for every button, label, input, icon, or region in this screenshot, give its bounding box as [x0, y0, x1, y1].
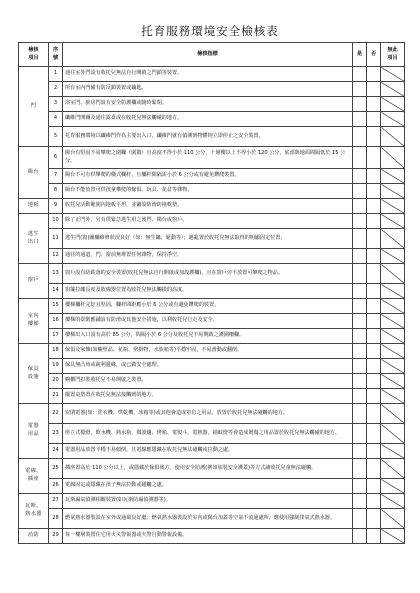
indicator-text: 通往的通道、門、窗前無堆置任何雜物，保持淨空。 — [63, 249, 353, 264]
table-row — [19, 199, 405, 214]
category-cell: 瓦斯、 熱水器 — [19, 494, 49, 529]
no-checkbox-cell[interactable] — [367, 459, 381, 479]
indicator-text: 電線固定或隱藏在孩子無法拉動或碰觸之處。 — [63, 479, 353, 494]
yes-checkbox-cell[interactable] — [353, 199, 367, 214]
yes-checkbox-cell[interactable] — [353, 214, 367, 229]
item-number: 15 — [49, 299, 63, 314]
not-applicable-cell[interactable] — [381, 82, 405, 97]
table-row — [19, 459, 405, 479]
header-no: 否 — [367, 43, 381, 67]
no-checkbox-cell[interactable] — [367, 479, 381, 494]
item-number: 3 — [49, 97, 63, 112]
indicator-text: 纖維門開關及通往露臺或在收托兒無法觸碰的地方。 — [63, 112, 353, 127]
table-row — [19, 314, 405, 329]
item-number: 9 — [49, 199, 63, 214]
table-row — [19, 329, 405, 344]
indicator-text: 瓦斯漏氣偵測相關裝置(如瓦斯防漏偵測器等)。 — [63, 494, 353, 509]
not-applicable-cell[interactable] — [381, 169, 405, 184]
table-row — [19, 112, 405, 127]
item-number: 26 — [49, 479, 63, 494]
category-cell: 消防 — [19, 529, 49, 544]
yes-checkbox-cell[interactable] — [353, 529, 367, 544]
table-row — [19, 97, 405, 112]
not-applicable-cell[interactable] — [381, 359, 405, 374]
item-number: 8 — [49, 184, 63, 199]
category-cell: 地板 — [19, 199, 49, 214]
item-number: 11 — [49, 229, 63, 249]
not-applicable-cell[interactable] — [381, 329, 405, 344]
yes-checkbox-cell[interactable] — [353, 329, 367, 344]
indicator-text: 傢俱及家飾(如櫥壁品、花瓶、壁掛物、水族箱等)平穩牢固，不易滑動或翻倒。 — [63, 344, 353, 359]
table-row — [19, 359, 405, 374]
table-row — [19, 284, 405, 299]
header-row — [19, 43, 405, 67]
table-row — [19, 529, 405, 544]
not-applicable-cell[interactable] — [381, 214, 405, 229]
table-row — [19, 494, 405, 509]
not-applicable-cell[interactable] — [381, 389, 405, 404]
table-row — [19, 479, 405, 494]
no-checkbox-cell[interactable] — [367, 127, 381, 147]
item-number: 18 — [49, 344, 63, 359]
no-checkbox-cell[interactable] — [367, 97, 381, 112]
indicator-text: 樓梯的臺階應鋪設有防滑或其他安全措施，以利收托兒行走及安全。 — [63, 314, 353, 329]
not-applicable-cell[interactable] — [381, 112, 405, 127]
item-number: 17 — [49, 329, 63, 344]
no-checkbox-cell[interactable] — [367, 314, 381, 329]
yes-checkbox-cell[interactable] — [353, 112, 367, 127]
indicator-text: 浴室門、廚房門設有安全防護欄或隨時緊閉。 — [63, 97, 353, 112]
yes-checkbox-cell[interactable] — [353, 127, 367, 147]
no-checkbox-cell[interactable] — [367, 404, 381, 424]
no-checkbox-cell[interactable] — [367, 199, 381, 214]
item-number: 6 — [49, 147, 63, 169]
indicator-text: 燃氣熱水器裝設在室外或通風良好處；燃氣熱水器裝設於室內或陽台加蓋等空氣不流通處所，應使用強制排氣式熱水器。 — [63, 509, 353, 529]
not-applicable-cell[interactable] — [381, 249, 405, 264]
yes-checkbox-cell[interactable] — [353, 299, 367, 314]
indicator-text: 樓梯出入口設有高於 85 公分，間隔小於 6 公分及收托兒不易開啟之護圍柵欄。 — [63, 329, 353, 344]
page-title: 托育服務環境安全檢核表 — [141, 24, 279, 38]
table-row — [19, 344, 405, 359]
header-category: 檢核 項目 — [19, 43, 49, 67]
not-applicable-cell[interactable] — [381, 184, 405, 199]
not-applicable-cell[interactable] — [381, 479, 405, 494]
item-number: 12 — [49, 249, 63, 264]
yes-checkbox-cell[interactable] — [353, 97, 367, 112]
indicator-text: 櫥櫃門扣裝收托兒不易開啟之裝置。 — [63, 374, 353, 389]
item-number: 13 — [49, 264, 63, 284]
table-row — [19, 389, 405, 404]
yes-checkbox-cell[interactable] — [353, 479, 367, 494]
not-applicable-cell[interactable] — [381, 229, 405, 249]
not-applicable-cell[interactable] — [381, 404, 405, 424]
item-number: 1 — [49, 67, 63, 82]
table-row — [19, 147, 405, 169]
table-row — [19, 184, 405, 199]
item-number: 29 — [49, 529, 63, 544]
indicator-text: 陽台不能放置可供孩童攀爬的傢俱、玩具、花盆等雜物。 — [63, 184, 353, 199]
table-row — [19, 374, 405, 389]
item-number: 24 — [49, 444, 63, 459]
item-number: 4 — [49, 112, 63, 127]
item-number: 10 — [49, 214, 63, 229]
table-row — [19, 444, 405, 459]
not-applicable-cell[interactable] — [381, 147, 405, 169]
no-checkbox-cell[interactable] — [367, 284, 381, 299]
indicator-text: 逃生門(窗)圖欄維修狀況良好（如：無生鏽、鬆動等）；遇亂置於收托兒無法取得的明顯固定位置。 — [63, 229, 353, 249]
table-row — [19, 299, 405, 314]
indicator-text: 樓梯欄杆完好且堅固，欄杆間距應小於 6 公分或有避免鑽爬的裝置。 — [63, 299, 353, 314]
yes-checkbox-cell[interactable] — [353, 509, 367, 529]
yes-checkbox-cell[interactable] — [353, 147, 367, 169]
item-number: 28 — [49, 509, 63, 529]
indicator-text: 插座置高於 110 公分以上，或隱藏於傢俱後方，使用安全防護(例如加裝安全護蓋)等方式讓收托兒童無法碰觸。 — [63, 459, 353, 479]
no-checkbox-cell[interactable] — [367, 184, 381, 199]
table-row — [19, 127, 405, 147]
not-applicable-cell[interactable] — [381, 97, 405, 112]
indicator-text: 托育服務環境以纖維門作為主要出入口，纖維門就有偵測到物體則立即停止之安全裝置。 — [63, 127, 353, 147]
yes-checkbox-cell[interactable] — [353, 344, 367, 359]
indicator-text: 每一樓層裝置住宅用火災警報器或火警自動警報設備。 — [63, 529, 353, 544]
item-number: 20 — [49, 374, 63, 389]
item-number: 19 — [49, 359, 63, 374]
no-checkbox-cell[interactable] — [367, 249, 381, 264]
no-checkbox-cell[interactable] — [367, 509, 381, 529]
yes-checkbox-cell[interactable] — [353, 359, 367, 374]
not-applicable-cell[interactable] — [381, 284, 405, 299]
no-checkbox-cell[interactable] — [367, 264, 381, 284]
no-checkbox-cell[interactable] — [367, 424, 381, 444]
not-applicable-cell[interactable] — [381, 67, 405, 82]
indicator-text: 通往室外門設有收托兒無法自行開啟之門鎖等裝置。 — [63, 67, 353, 82]
table-row — [19, 249, 405, 264]
table-row — [19, 214, 405, 229]
indicator-text: 陽台不可有供攀爬的橫式欄杆，且欄杆間隔需小於 6 公分或有避免鑽爬裝置。 — [63, 169, 353, 184]
table-row — [19, 229, 405, 249]
item-number: 23 — [49, 424, 63, 444]
no-checkbox-cell[interactable] — [367, 344, 381, 359]
header-yes: 是 — [353, 43, 367, 67]
indicator-text: 擺置桌墊置在收托兒無法接觸到的地方。 — [63, 389, 353, 404]
item-number: 5 — [49, 127, 63, 147]
indicator-text: 陽台有堅固不易攀爬之圍欄（圍牆）且高度不得小於 110 公分，十層樓以上不得小於 120 公分，底部與地面間隔低於 15 公分。 — [63, 147, 353, 169]
table-row — [19, 67, 405, 82]
not-applicable-cell[interactable] — [381, 374, 405, 389]
not-applicable-cell[interactable] — [381, 444, 405, 459]
yes-checkbox-cell[interactable] — [353, 314, 367, 329]
category-cell: 逃生 出口 — [19, 214, 49, 264]
item-number: 7 — [49, 169, 63, 184]
item-number: 16 — [49, 314, 63, 329]
yes-checkbox-cell[interactable] — [353, 264, 367, 284]
not-applicable-cell[interactable] — [381, 199, 405, 214]
checklist-rows — [19, 67, 405, 544]
category-cell: 電線、 插座 — [19, 459, 49, 494]
yes-checkbox-cell[interactable] — [353, 249, 367, 264]
yes-checkbox-cell[interactable] — [353, 374, 367, 389]
no-checkbox-cell[interactable] — [367, 299, 381, 314]
not-applicable-cell[interactable] — [381, 494, 405, 509]
table-row — [19, 82, 405, 97]
table-row — [19, 404, 405, 424]
indicator-text: 窗簾拉繩長度及收線器位置為收托兒無法觸摸的高度。 — [63, 284, 353, 299]
indicator-text: 座立式檯燈、飲水機、熱水瓶、微波爐、烤箱、電熨斗、電熱器、捕蚊燈等會造成燙傷之用品置於收托兒無法觸碰的地方。 — [63, 424, 353, 444]
no-checkbox-cell[interactable] — [367, 229, 381, 249]
not-applicable-cell[interactable] — [381, 264, 405, 284]
yes-checkbox-cell[interactable] — [353, 67, 367, 82]
indicator-text: 傢具無凸角或銳利邊緣，或已做安全處理。 — [63, 359, 353, 374]
no-checkbox-cell[interactable] — [367, 67, 381, 82]
indicator-text: 除了正門外，另有供緊急逃生用之後門、陽台或窗戶。 — [63, 214, 353, 229]
yes-checkbox-cell[interactable] — [353, 389, 367, 404]
no-checkbox-cell[interactable] — [367, 444, 381, 459]
item-number: 25 — [49, 459, 63, 479]
no-checkbox-cell[interactable] — [367, 82, 381, 97]
indicator-text: 電器用品放置平穩不易傾倒，且電線應隱藏在收托兒無法碰觸或拉動之處。 — [63, 444, 353, 459]
checklist-table — [18, 42, 405, 544]
table-row — [19, 509, 405, 529]
no-checkbox-cell[interactable] — [367, 329, 381, 344]
indicator-text: 窗戶設有防跌落的安全裝置(收托兒無法自行開啟或加設護欄)，且在窗戶旁不放置可攀爬之物品。 — [63, 264, 353, 284]
header-indicator: 檢核指標 — [63, 43, 353, 67]
not-applicable-cell[interactable] — [381, 344, 405, 359]
no-checkbox-cell[interactable] — [367, 147, 381, 169]
table-row — [19, 264, 405, 284]
item-number: 22 — [49, 404, 63, 424]
yes-checkbox-cell[interactable] — [353, 459, 367, 479]
not-applicable-cell[interactable] — [381, 127, 405, 147]
no-checkbox-cell[interactable] — [367, 359, 381, 374]
indicator-text: 收托兒活動範圍內地板平坦，並鋪設防滑防撞軟墊。 — [63, 199, 353, 214]
category-cell: 窗戶 — [19, 264, 49, 299]
table-row — [19, 169, 405, 184]
yes-checkbox-cell[interactable] — [353, 229, 367, 249]
not-applicable-cell[interactable] — [381, 529, 405, 544]
yes-checkbox-cell[interactable] — [353, 284, 367, 299]
not-applicable-cell[interactable] — [381, 424, 405, 444]
category-cell: 電器 用品 — [19, 404, 49, 459]
indicator-text: 密閉電器(如：洗衣機、烘乾機、冰箱等)或其他會造成窒息之用品，放置於收托兒無法碰觸的地方。 — [63, 404, 353, 424]
table-row — [19, 424, 405, 444]
yes-checkbox-cell[interactable] — [353, 169, 367, 184]
category-cell: 室內 樓梯 — [19, 299, 49, 344]
category-cell: 傢具 設施 — [19, 344, 49, 404]
item-number: 2 — [49, 82, 63, 97]
no-checkbox-cell[interactable] — [367, 214, 381, 229]
no-checkbox-cell[interactable] — [367, 494, 381, 509]
item-number: 21 — [49, 389, 63, 404]
yes-checkbox-cell[interactable] — [353, 82, 367, 97]
not-applicable-cell[interactable] — [381, 314, 405, 329]
category-cell: 陽台 — [19, 147, 49, 199]
not-applicable-cell[interactable] — [381, 459, 405, 479]
no-checkbox-cell[interactable] — [367, 389, 381, 404]
category-cell: 門 — [19, 67, 49, 147]
yes-checkbox-cell[interactable] — [353, 494, 367, 509]
header-not-applicable: 無此 項目 — [381, 43, 405, 67]
header-number: 序 號 — [49, 43, 63, 67]
no-checkbox-cell[interactable] — [367, 529, 381, 544]
yes-checkbox-cell[interactable] — [353, 184, 367, 199]
item-number: 27 — [49, 494, 63, 509]
item-number: 14 — [49, 284, 63, 299]
indicator-text: 所有室內門備有防反鎖裝置或鑰匙。 — [63, 82, 353, 97]
yes-checkbox-cell[interactable] — [353, 444, 367, 459]
not-applicable-cell[interactable] — [381, 299, 405, 314]
not-applicable-cell[interactable] — [381, 509, 405, 529]
no-checkbox-cell[interactable] — [367, 169, 381, 184]
no-checkbox-cell[interactable] — [367, 374, 381, 389]
no-checkbox-cell[interactable] — [367, 112, 381, 127]
yes-checkbox-cell[interactable] — [353, 424, 367, 444]
yes-checkbox-cell[interactable] — [353, 404, 367, 424]
